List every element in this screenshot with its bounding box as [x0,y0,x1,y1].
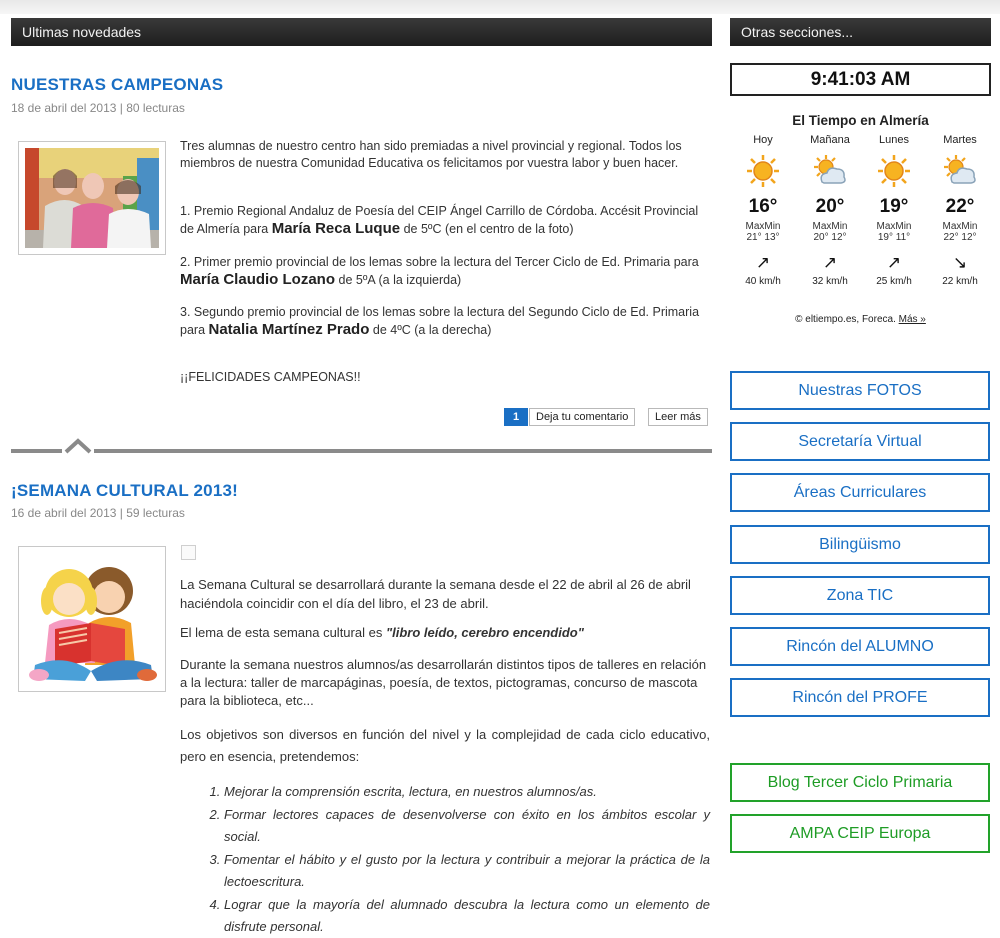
list-item: 2. Formar lectores capaces de desenvolverse con éxito en los ámbitos escolar y social. [224,804,710,849]
weather-title: El Tiempo en Almería [792,113,929,128]
weather-more-link[interactable]: Más » [898,314,926,325]
post-meta: 16 de abril del 2013 | 59 lecturas [11,506,185,520]
winner-name: María Claudio Lozano [180,271,336,288]
week-motto: El lema de esta semana cultural es "libro leído, cerebro encendido" [180,625,584,640]
top-strip [0,0,1000,14]
wind-arrow-icon: ↗ [822,253,838,272]
list-item: 3. Fomentar el hábito y el gusto por la lectura y contribuir a mejorar la práctica de la lectoescritura. [224,849,710,894]
ampa-link[interactable]: AMPA CEIP Europa [730,814,990,853]
comment-count-badge[interactable]: 1 [504,408,528,426]
nav-curricular-areas-button[interactable]: Áreas Curriculares [730,473,990,512]
leave-comment-button[interactable]: Deja tu comentario [529,408,635,426]
sun-cloud-icon [813,154,847,188]
post-thumbnail[interactable] [18,546,166,692]
weather-credit: © eltiempo.es, Foreca. Más » [795,314,926,325]
blog-third-cycle-link[interactable]: Blog Tercer Ciclo Primaria [730,763,990,802]
weather-day: Lunes 19° MaxMin 19° 11° ↗ 25 km/h [861,130,927,289]
post-thumbnail[interactable] [18,141,166,255]
nav-photos-button[interactable]: Nuestras FOTOS [730,371,990,410]
award-3: 3. Segundo premio provincial de los lemas sobre la lectura del Segundo Ciclo de Ed. Primaria para Natalia Martínez Prado de 4ºC (a la derecha) [180,305,700,338]
sun-icon [746,154,780,188]
latest-news-header: Ultimas novedades [11,18,712,46]
wind-arrow-icon: ↗ [886,253,902,272]
nav-virtual-office-button[interactable]: Secretaría Virtual [730,422,990,461]
nav-teacher-corner-button[interactable]: Rincón del PROFE [730,678,990,717]
list-item: 4. Lograr que la mayoría del alumnado descubra la lectura como un elemento de disfrute personal. [224,894,710,938]
congrats-text: ¡¡FELICIDADES CAMPEONAS!! [180,370,361,384]
objectives-intro: Los objetivos son diversos en función del nivel y la complejidad de cada ciclo educativo, pero en esencia, pretendemos: [180,727,710,764]
motto-text: "libro leído, cerebro encendido" [385,625,584,640]
nav-bilingualism-button[interactable]: Bilingüismo [730,525,990,564]
broken-image-icon [181,545,196,560]
weather-day: Hoy 16° MaxMin 21° 13° ↗ 40 km/h [730,130,796,289]
wind-arrow-icon: ↘ [952,253,968,272]
post-intro: Tres alumnas de nuestro centro han sido premiadas a nivel provincial y regional. Todos los miembros de nuestra Comunidad Educativa os felicitamos por vuestra labor y buen hacer. [180,139,682,170]
winner-name: María Reca Luque [271,220,401,237]
clock-widget: 9:41:03 AM [730,63,991,96]
objectives-list [200,781,710,938]
post-title[interactable]: NUESTRAS CAMPEONAS [11,75,224,94]
nav-tic-zone-button[interactable]: Zona TIC [730,576,990,615]
post-title[interactable]: ¡SEMANA CULTURAL 2013! [11,481,238,500]
weather-day: Martes 22° MaxMin 22° 12° ↘ 22 km/h [927,130,993,289]
award-2: 2. Primer premio provincial de los lemas sobre la lectura del Tercer Ciclo de Ed. Primaria para María Claudio Lozano de 5ºA (a la izquierda) [180,255,699,288]
wind-arrow-icon: ↗ [755,253,771,272]
read-more-button[interactable]: Leer más [648,408,708,426]
week-description: La Semana Cultural se desarrollará durante la semana desde el 22 de abril al 26 de abril haciéndola coincidir con el día del libro, el 23 de abril. [180,577,691,611]
winner-name: Natalia Martínez Prado [208,321,370,338]
chevron-up-icon [62,436,94,456]
list-item: 1. Mejorar la comprensión escrita, lectura, en nuestros alumnos/as. [224,781,710,804]
kids-reading-illustration [25,553,159,685]
divider-chevron [62,436,94,456]
workshops-text: Durante la semana nuestros alumnos/as desarrollarán distintos tipos de talleres en relación a la lectura: taller de marcapáginas, poesía, de textos, pictogramas, concurso de mascota para la biblioteca, etc... [180,657,707,708]
girls-photo [25,148,159,248]
other-sections-header: Otras secciones... [730,18,991,46]
post-divider [11,449,712,453]
weather-day: Mañana 20° MaxMin 20° 12° ↗ 32 km/h [797,130,863,289]
post-meta: 18 de abril del 2013 | 80 lecturas [11,101,185,115]
nav-student-corner-button[interactable]: Rincón del ALUMNO [730,627,990,666]
award-1: 1. Premio Regional Andaluz de Poesía del CEIP Ángel Carrillo de Córdoba. Accésit Provincial de Almería para María Reca Luque de 5ºC (en el centro de la foto) [180,204,699,237]
sun-icon [877,154,911,188]
sun-cloud-icon [943,154,977,188]
